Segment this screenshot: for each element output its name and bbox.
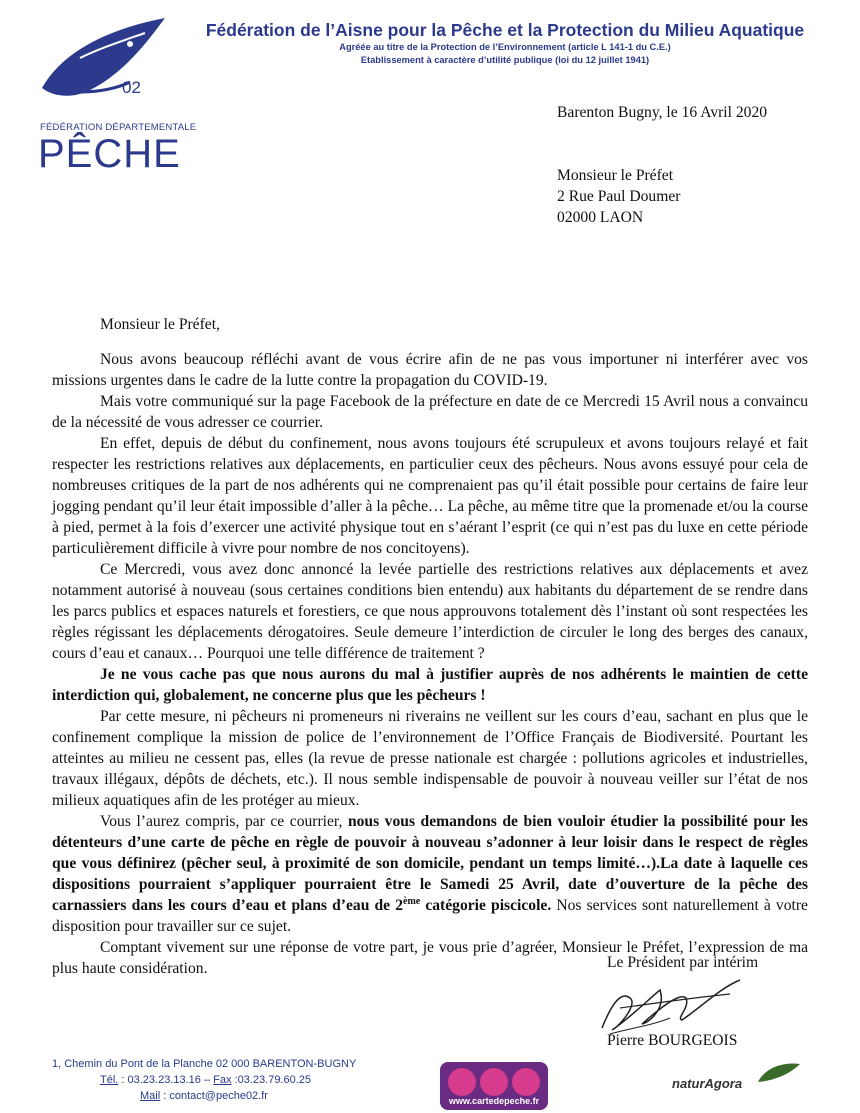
mail-value: : contact@peche02.fr — [160, 1090, 268, 1102]
carte-url: www.cartedepeche.fr — [448, 1096, 540, 1106]
letter-body — [52, 349, 808, 979]
naturagora-logo: naturAgora — [672, 1076, 743, 1091]
paragraph-4: Ce Mercredi, vous avez donc annoncé la levée partielle des restrictions relatives aux déplacements et avez notamment autorisé à nouveau (sous certaines conditions bien entendu) aux habitants du département de se rendre dans les parcs publics et espaces naturels et forestiers, ce que nous approuvons totalement dès l’instant où sont respectées les règles régissant les déplacements dérogatoires. Seule demeure l’interdiction de circuler le long des berges des canaux, cours d’eau et canaux… Pourquoi une telle différence de traitement ? — [52, 561, 808, 662]
logo-word: PÊCHE — [38, 132, 181, 176]
recipient-line: 02000 LAON — [557, 209, 644, 226]
paragraph-2: Mais votre communiqué sur la page Facebook de la préfecture en date de ce Mercredi 15 Avril nous a convaincu de la nécessité de vous adresser ce courrier. — [52, 393, 808, 431]
header-title: Fédération de l’Aisne pour la Pêche et la Protection du Milieu Aquatique — [205, 20, 805, 40]
fax-value: :03.23.79.60.25 — [231, 1074, 312, 1086]
header-subtitle-1: Agréée au titre de la Protection de l’Environnement (article L 141-1 du C.E.) — [339, 42, 671, 52]
badge-icon — [480, 1068, 508, 1096]
paragraph-8: Comptant vivement sur une réponse de votre part, je vous prie d’agréer, Monsieur le Préfet, l’expression de ma plus haute considération. — [52, 939, 808, 977]
tel-label: Tél. — [100, 1074, 119, 1086]
paragraph-5 — [52, 664, 808, 706]
recipient-line: Monsieur le Préfet — [557, 167, 674, 184]
signer-name: Pierre BOURGEOIS — [607, 1032, 738, 1049]
header-subtitle-2: Etablissement à caractère d’utilité publique (loi du 12 juillet 1941) — [360, 55, 650, 65]
paragraph-3: En effet, depuis de début du confinement, nous avons toujours été scrupuleux et avons toujours relayé et fait respecter les restrictions relatives aux déplacements, en particulier ceux des pêcheurs. Nous avons essuyé pour cela de nombreuses critiques de la part de nos adhérents qui ne comprenaient pas qu’il était possible pour certains de faire leur jogging pendant qu’il leur était impossible d’aller à la pêche… La pêche, au même titre que la promenade et/ou la course à pied, permet à la fois d’exercer une activité physique tout en s’aérant l’esprit (ce qui n’est pas du luxe en cette période particulièrement difficile à vivre pour nombre de nos concitoyens). — [52, 435, 808, 557]
paragraph-7-bold-text: nous vous demandons de bien vouloir étudier la possibilité pour les détenteurs d’une carte de pêche en règle de pouvoir à nouveau s’adonner à leur loisir dans le respect de règles que vous définirez (pêcher seul, à proximité de son domicile, pendant un temps limité…).La date à laquelle ces dispositions pourraient s’appliquer pourraient être le Samedi 25 Avril, date d’ouverture de la pêche des carnassiers dans les cours d’eau et plans d’eau de 2 — [52, 813, 808, 914]
paragraph-7 — [52, 811, 808, 937]
paragraph-6: Par cette mesure, ni pêcheurs ni promeneurs ni riverains ne veillent sur les cours d’eau, sachant en plus que le confinement complique la mission de police de l’environnement de l’Office Français de Biodiversité. Pourtant les atteintes au milieu ne cessent pas, elles (la revue de presse nationale est chargée : pollutions agricoles et industrielles, travaux illégaux, dépôts de déchets, etc.). Il nous semble indispensable de pouvoir à nouveau veiller sur l’état de nos milieux aquatiques afin de les protéger au mieux. — [52, 708, 808, 809]
footer-address: 1, Chemin du Pont de la Planche 02 000 BARENTON-BUGNY — [52, 1058, 357, 1070]
bold-text: Je ne vous cache pas que nous aurons du mal à justifier auprès de nos adhérents le maintien de cette interdiction qui, globalement, ne concerne plus que les pêcheurs ! — [52, 666, 808, 704]
superscript: ème — [403, 895, 421, 907]
mail-label: Mail — [140, 1090, 161, 1102]
fax-label: Fax — [213, 1074, 232, 1086]
paragraph-7-bold-end: catégorie piscicole. — [420, 897, 552, 914]
tel-value: : 03.23.23.13.16 – — [118, 1074, 214, 1086]
salutation: Monsieur le Préfet, — [100, 316, 220, 333]
leaf-icon — [756, 1062, 802, 1084]
logo-number: 02 — [122, 78, 141, 97]
recipient-address — [557, 165, 680, 228]
paragraph-1: Nous avons beaucoup réfléchi avant de vous écrire afin de ne pas vous importuner ni interférer avec vos missions urgentes dans le cadre de la lutte contre la propagation du COVID-19. — [52, 351, 808, 389]
paragraph-7-intro: Vous l’aurez compris, par ce courrier, — [100, 813, 348, 830]
signer-title: Le Président par intérim — [607, 954, 759, 971]
paragraph-7-end: Nos services sont naturellement à votre disposition pour travailler sur ce sujet. — [52, 897, 808, 935]
footer-mail — [140, 1088, 268, 1104]
letter-date: Barenton Bugny, le 16 Avril 2020 — [557, 104, 768, 121]
logo-caption: FÉDÉRATION DÉPARTEMENTALE — [40, 122, 197, 133]
recipient-line: 2 Rue Paul Doumer — [557, 188, 681, 205]
footer-phone — [100, 1072, 311, 1088]
badge-icon — [512, 1068, 540, 1096]
badge-icon — [448, 1068, 476, 1096]
